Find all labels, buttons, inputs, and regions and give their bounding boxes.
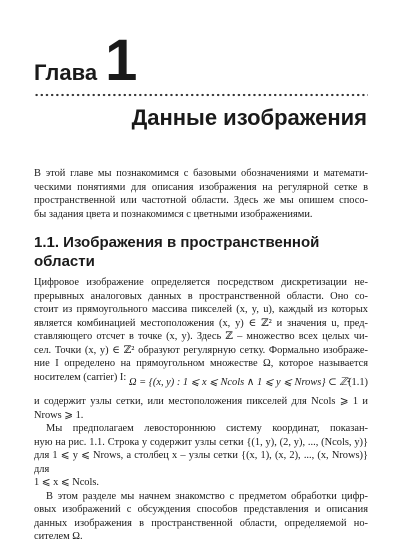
equation-block — [34, 375, 368, 391]
section-heading: 1.1. Изображения в пространственной области — [34, 234, 320, 270]
body-paragraph-1 — [34, 276, 368, 384]
text-line: ставляющего отсчет в точке (x, y). Здесь ℤ – множество всех целых чи- — [34, 331, 368, 342]
text-line: для 1 ⩽ y ⩽ Nrows, а столбец x – узлы сетки {(x, 1), (x, 2), ..., (x, Nrows)} для — [34, 450, 368, 475]
text-line: носителем (carrier) I: — [34, 371, 127, 383]
text-line: данных изображения в пространственной области, определяемой но- — [34, 517, 368, 529]
text-line: 1 ⩽ x ⩽ Ncols. — [34, 477, 100, 488]
equation-expression: Ω = {(x, y) : 1 ⩽ x ⩽ Ncols ∧ 1 ⩽ y ⩽ Nrows} ⊂ ℤ² — [129, 377, 351, 388]
text-line: ческими понятиями для описания изображения на регулярной сетке в — [34, 181, 368, 193]
equation-number: (1.1) — [348, 377, 368, 388]
text-line: сителем Ω. — [34, 531, 83, 542]
text-line: В этом разделе мы начнем знакомство с предметом обработки цифр- — [46, 490, 368, 502]
text-line: бы задания цвета и познакомимся с цветными изображениями. — [34, 208, 313, 220]
chapter-label: Глава — [34, 60, 98, 85]
text-line: Nrows ⩾ 1. — [34, 409, 84, 421]
text-line: ную на рис. 1.1. Строка y содержит узлы сетки {(1, y), (2, y), ..., (Ncols, y)} — [34, 436, 368, 448]
text-line: сел. Точки (x, y) ∈ ℤ² образуют регулярную сетку. Формально изображе- — [34, 344, 368, 356]
text-line: и содержит узлы сетки, или местоположения пикселей для Ncols ⩾ 1 и — [34, 396, 368, 407]
text-line: В этой главе мы познакомимся с базовыми обозначениями и математи- — [34, 168, 368, 179]
dotted-rule — [34, 93, 368, 97]
intro-paragraph — [34, 167, 368, 221]
text-line: овых изображений с обсуждения способов представления и описания — [34, 504, 368, 515]
text-line: пространственной или частотной области. Здесь же мы опишем спосо- — [34, 195, 368, 206]
text-line: Мы предполагаем левостороннюю систему координат, показан- — [46, 423, 368, 434]
text-line: ние I определено на прямоугольном множестве Ω, которое называется — [34, 358, 368, 369]
text-line: прерывных аналоговых данных в пространственной области. Оно со- — [34, 290, 368, 302]
chapter-title: Данные изображения — [131, 105, 367, 130]
chapter-number: 1 — [105, 28, 136, 93]
text-line: стоит из прямоугольного массива пикселей (x, y, u), каждый из которых — [34, 304, 368, 315]
text-line: Цифровое изображение определяется посредством дискретизации не- — [34, 277, 368, 288]
text-line: является комбинацией местоположения (x, y) ∈ ℤ² и значения u, пред- — [34, 317, 368, 329]
chapter-heading — [34, 28, 136, 93]
body-paragraph-2 — [34, 395, 368, 544]
